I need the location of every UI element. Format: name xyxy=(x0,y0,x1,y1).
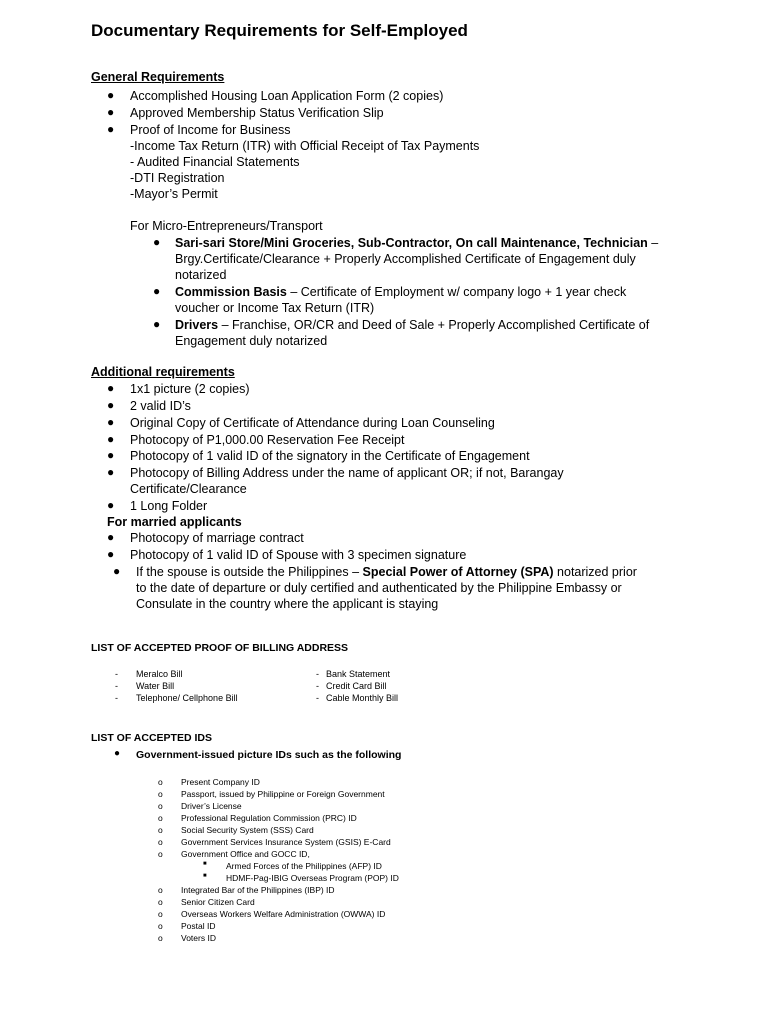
billing-heading: LIST OF ACCEPTED PROOF OF BILLING ADDRESS xyxy=(91,642,349,654)
circle-bullet: o xyxy=(158,837,163,847)
micro-item: Commission Basis – Certificate of Employment w/ company logo + 1 year check xyxy=(175,285,627,299)
circle-bullet: o xyxy=(158,897,163,907)
micro-item: Drivers – Franchise, OR/CR and Deed of Sale + Properly Accomplished Certificate of xyxy=(175,318,650,332)
spouse-item-line: Consulate in the country where the applicant is staying xyxy=(136,597,439,611)
circle-bullet: o xyxy=(158,849,163,859)
id-subitem: HDMF-Pag-IBIG Overseas Program (POP) ID xyxy=(226,873,399,883)
bullet: ● xyxy=(107,448,115,462)
id-item: Integrated Bar of the Philippines (IBP) ID xyxy=(181,885,335,895)
micro-label: For Micro-Entrepreneurs/Transport xyxy=(130,219,323,233)
micro-item-line: notarized xyxy=(175,268,227,282)
list-item: Original Copy of Certificate of Attendance during Loan Counseling xyxy=(130,416,495,430)
circle-bullet: o xyxy=(158,777,163,787)
dash: - xyxy=(316,693,319,703)
billing-item: Water Bill xyxy=(136,681,175,691)
circle-bullet: o xyxy=(158,909,163,919)
billing-item: Meralco Bill xyxy=(136,669,183,679)
list-item: Photocopy of marriage contract xyxy=(130,531,304,545)
list-item-line: Certificate/Clearance xyxy=(130,482,247,496)
micro-item: Sari-sari Store/Mini Groceries, Sub-Contractor, On call Maintenance, Technician – xyxy=(175,236,659,250)
proof-line: -DTI Registration xyxy=(130,171,225,185)
dash: - xyxy=(316,681,319,691)
list-item: 1x1 picture (2 copies) xyxy=(130,382,250,396)
list-item: Accomplished Housing Loan Application Form (2 copies) xyxy=(130,89,444,103)
bullet: ● xyxy=(107,547,115,561)
bullet: ● xyxy=(107,381,115,395)
ids-subheading: Government-issued picture IDs such as the following xyxy=(136,749,402,761)
circle-bullet: o xyxy=(158,813,163,823)
id-item: Social Security System (SSS) Card xyxy=(181,825,314,835)
id-item: Senior Citizen Card xyxy=(181,897,255,907)
list-item: Photocopy of Billing Address under the name of applicant OR; if not, Barangay xyxy=(130,466,564,480)
micro-item-line: voucher or Income Tax Return (ITR) xyxy=(175,301,375,315)
dash: - xyxy=(115,693,118,703)
list-item: Photocopy of P1,000.00 Reservation Fee Receipt xyxy=(130,433,405,447)
billing-item: Telephone/ Cellphone Bill xyxy=(136,693,238,703)
square-bullet: ■ xyxy=(203,861,207,867)
bullet: ● xyxy=(153,235,161,249)
proof-line: -Mayor’s Permit xyxy=(130,187,218,201)
bullet: ● xyxy=(107,122,115,136)
bullet: ● xyxy=(107,415,115,429)
bullet: ● xyxy=(107,498,115,512)
bullet: ● xyxy=(107,105,115,119)
married-heading: For married applicants xyxy=(107,515,242,529)
dash: - xyxy=(115,669,118,679)
list-item: 2 valid ID’s xyxy=(130,399,191,413)
circle-bullet: o xyxy=(158,789,163,799)
list-item: Proof of Income for Business xyxy=(130,123,291,137)
id-item: Driver’s License xyxy=(181,801,242,811)
bullet: ● xyxy=(113,564,121,578)
spouse-item: If the spouse is outside the Philippines – Special Power of Attorney (SPA) notarized prior xyxy=(136,565,637,579)
list-item: 1 Long Folder xyxy=(130,499,208,513)
bullet: ● xyxy=(107,432,115,446)
micro-item-line: Brgy.Certificate/Clearance + Properly Accomplished Certificate of Engagement duly xyxy=(175,252,636,266)
id-item: Present Company ID xyxy=(181,777,260,787)
proof-line: -Income Tax Return (ITR) with Official Receipt of Tax Payments xyxy=(130,139,480,153)
list-item: Approved Membership Status Verification Slip xyxy=(130,106,384,120)
additional-heading: Additional requirements xyxy=(91,365,235,379)
bullet: ● xyxy=(107,398,115,412)
id-item: Government Office and GOCC ID, xyxy=(181,849,310,859)
bullet: ● xyxy=(153,317,161,331)
proof-line: - Audited Financial Statements xyxy=(130,155,300,169)
bullet: ● xyxy=(107,530,115,544)
bullet: ● xyxy=(107,88,115,102)
list-item: Photocopy of 1 valid ID of Spouse with 3 specimen signature xyxy=(130,548,467,562)
id-item: Passport, issued by Philippine or Foreign Government xyxy=(181,789,385,799)
page-title: Documentary Requirements for Self-Employed xyxy=(91,21,468,40)
dash: - xyxy=(316,669,319,679)
list-item: Photocopy of 1 valid ID of the signatory in the Certificate of Engagement xyxy=(130,449,530,463)
circle-bullet: o xyxy=(158,801,163,811)
circle-bullet: o xyxy=(158,885,163,895)
square-bullet: ■ xyxy=(203,873,207,879)
bullet: ● xyxy=(153,284,161,298)
spouse-item-line: to the date of departure or duly certified and authenticated by the Philippine Embassy or xyxy=(136,581,622,595)
id-item: Overseas Workers Welfare Administration (OWWA) ID xyxy=(181,909,386,919)
circle-bullet: o xyxy=(158,825,163,835)
id-item: Government Services Insurance System (GSIS) E-Card xyxy=(181,837,391,847)
billing-item: Cable Monthly Bill xyxy=(326,693,399,703)
micro-item-line: Engagement duly notarized xyxy=(175,334,328,348)
circle-bullet: o xyxy=(158,921,163,931)
id-item: Professional Regulation Commission (PRC) ID xyxy=(181,813,357,823)
id-subitem: Armed Forces of the Philippines (AFP) ID xyxy=(226,861,382,871)
id-item: Voters ID xyxy=(181,933,216,943)
general-heading: General Requirements xyxy=(91,70,225,84)
dash: - xyxy=(115,681,118,691)
ids-heading: LIST OF ACCEPTED IDS xyxy=(91,732,212,744)
circle-bullet: o xyxy=(158,933,163,943)
billing-item: Bank Statement xyxy=(326,669,391,679)
billing-item: Credit Card Bill xyxy=(326,681,387,691)
id-item: Postal ID xyxy=(181,921,216,931)
bullet: ● xyxy=(114,748,121,759)
bullet: ● xyxy=(107,465,115,479)
